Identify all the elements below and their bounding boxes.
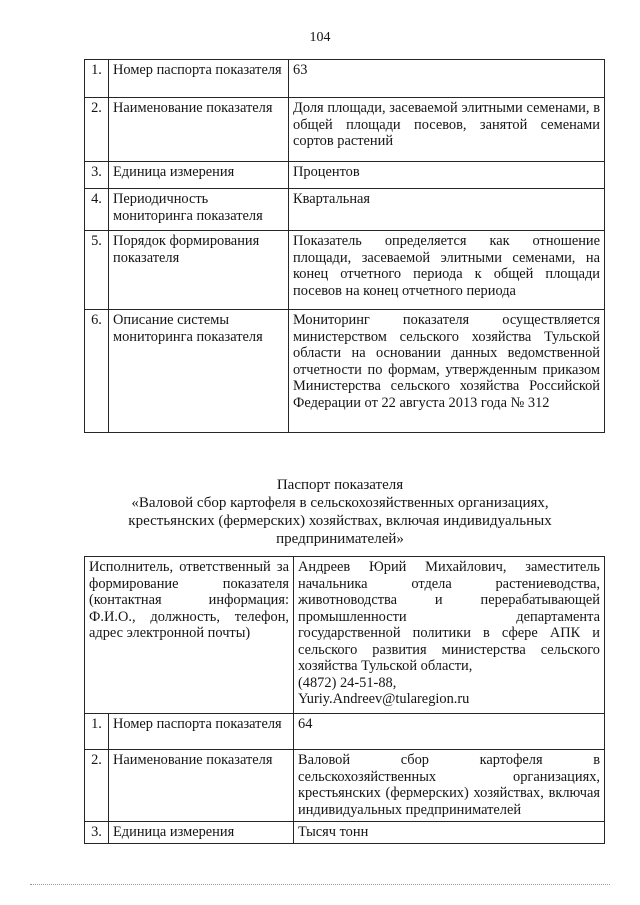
- row-value: Мониторинг показателя осуществляется министерством сельского хозяйства Тульской области на основании данных ведомственной отчетности по формам, утвержденным приказом Министерства сельского хозяйства Российской Федерации от 22 августа 2013 года № 312: [289, 310, 605, 433]
- row-number: 1.: [85, 60, 109, 98]
- passport-subtitle-line: «Валовой сбор картофеля в сельскохозяйственных организациях,: [131, 495, 549, 511]
- table-row: [85, 60, 605, 98]
- table-row: [85, 231, 605, 310]
- table-row: [85, 750, 605, 822]
- executor-email: Yuriy.Andreev@tularegion.ru: [298, 691, 470, 707]
- row-label: Периодичность мониторинга показателя: [109, 189, 289, 231]
- row-label: Единица измерения: [109, 822, 294, 844]
- row-number: 3.: [85, 162, 109, 189]
- table-row: [85, 822, 605, 844]
- passport-subtitle-line: предпринимателей»: [276, 531, 404, 547]
- indicator-64-passport-table: [84, 556, 605, 844]
- row-label: Описание системы мониторинга показателя: [109, 310, 289, 433]
- table-row: [85, 162, 605, 189]
- executor-label: Исполнитель, ответственный за формирование показателя (контактная информация: Ф.И.О., должность, телефон, адрес электронной почты): [85, 557, 294, 714]
- row-value: Процентов: [289, 162, 605, 189]
- row-label: Номер паспорта показателя: [109, 714, 294, 750]
- row-number: 6.: [85, 310, 109, 433]
- row-value: 63: [289, 60, 605, 98]
- executor-phone: (4872) 24-51-88,: [298, 674, 397, 691]
- passport-heading: Паспорт показателя: [276, 477, 404, 493]
- passport-subtitle-line: крестьянских (фермерских) хозяйствах, включая индивидуальных: [128, 513, 552, 529]
- row-number: 3.: [85, 822, 109, 844]
- table-row: [85, 714, 605, 750]
- scan-footer-rule: [30, 884, 610, 885]
- executor-value: [294, 557, 605, 714]
- row-label: Наименование показателя: [109, 750, 294, 822]
- row-value: Доля площади, засеваемой элитными семенами, в общей площади посевов, занятой семенами сортов растений: [289, 98, 605, 162]
- row-label: Наименование показателя: [109, 98, 289, 162]
- indicator-63-passport-table: [84, 59, 605, 433]
- row-number: 4.: [85, 189, 109, 231]
- table-row: [85, 557, 605, 714]
- row-number: 2.: [85, 98, 109, 162]
- row-label: Единица измерения: [109, 162, 289, 189]
- table-row: [85, 310, 605, 433]
- row-value: Квартальная: [289, 189, 605, 231]
- row-label: Номер паспорта показателя: [109, 60, 289, 98]
- executor-name: Андреев Юрий Михайлович, заместитель начальника отдела растениеводства, животноводства и перерабатывающей промышленности департамента государственной политики в сфере АПК и сельского развития министерства сельского хозяйства Тульской области,: [298, 559, 600, 674]
- row-number: 5.: [85, 231, 109, 310]
- row-value: Валовой сбор картофеля в сельскохозяйственных организациях, крестьянских (фермерских) хозяйствах, включая индивидуальных предпринимателей: [294, 750, 605, 822]
- page-number: 104: [309, 30, 331, 45]
- table-row: [85, 98, 605, 162]
- row-number: 1.: [85, 714, 109, 750]
- row-value: Показатель определяется как отношение площади, засеваемой элитными семенами, на конец отчетного периода к общей площади посевов на конец отчетного периода: [289, 231, 605, 310]
- row-label: Порядок формирования показателя: [109, 231, 289, 310]
- row-value: 64: [294, 714, 605, 750]
- table-row: [85, 189, 605, 231]
- row-number: 2.: [85, 750, 109, 822]
- passport-title: [90, 476, 590, 548]
- row-value: Тысяч тонн: [294, 822, 605, 844]
